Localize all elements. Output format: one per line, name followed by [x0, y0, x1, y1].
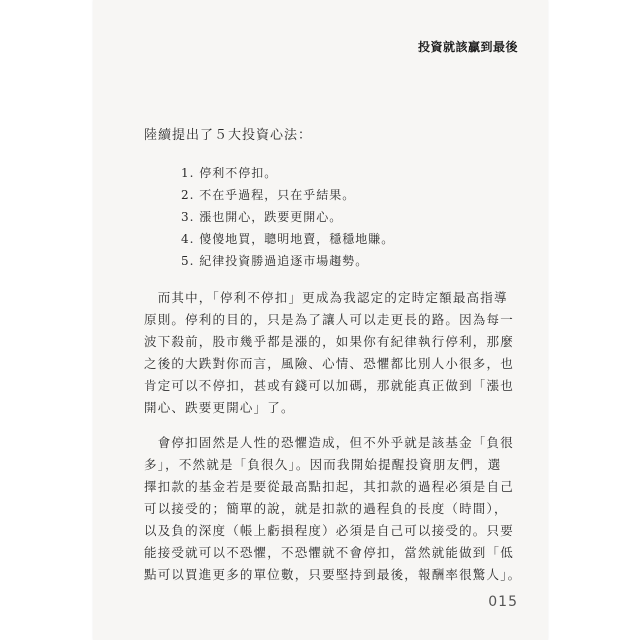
text-line: 可以接受的；簡單的說，就是扣款的過程負的長度（時間）， [144, 501, 508, 516]
list-item: 1. 停利不停扣。 [181, 166, 278, 180]
text-line: 原則。停利的目的，只是為了讓人可以走更長的路。因為每一 [144, 312, 514, 327]
text-line: 會停扣固然是人性的恐懼造成，但不外乎就是該基金「負很 [144, 435, 514, 450]
book-page [93, 0, 548, 640]
page-number: 015 [488, 594, 518, 610]
principles-list [181, 162, 394, 272]
text-line: 擇扣款的基金若是要從最高點扣起，其扣款的過程必須是自己 [144, 479, 514, 494]
intro-line: 陸續提出了５大投資心法： [144, 128, 313, 143]
text-line: 肯定可以不停扣，甚或有錢可以加碼，那就能真正做到「漲也 [144, 378, 514, 393]
text-line: 波下殺前，股市幾乎都是漲的，如果你有紀律執行停利，那麼 [144, 334, 514, 349]
text-line: 能接受就可以不恐懼，不恐懼就不會停扣，當然就能做到「低 [144, 545, 514, 560]
list-item: 3. 漲也開心，跌要更開心。 [181, 210, 343, 224]
paragraph-2 [144, 432, 522, 586]
text-line: 之後的大跌對你而言，風險、心情、恐懼都比別人小很多，也 [144, 356, 514, 371]
paragraph-1 [144, 287, 514, 419]
text-line: 開心、跌要更開心」了。 [144, 400, 295, 415]
text-line: 多」，不然就是「負很久」。因而我開始提醒投資朋友們，選 [144, 457, 502, 472]
text-line: 而其中，「停利不停扣」更成為我認定的定時定額最高指導 [144, 290, 508, 305]
list-item: 2. 不在乎過程，只在乎結果。 [181, 188, 356, 202]
list-item: 5. 紀律投資勝過追逐市場趨勢。 [181, 254, 369, 268]
text-line: 以及負的深度（帳上虧損程度）必須是自己可以接受的。只要 [144, 523, 514, 538]
running-title: 投資就該贏到最後 [417, 40, 518, 54]
text-line: 點可以買進更多的單位數，只要堅持到最後，報酬率很驚人」。 [144, 567, 522, 582]
list-item: 4. 傻傻地買，聰明地賣，穩穩地賺。 [181, 232, 395, 246]
